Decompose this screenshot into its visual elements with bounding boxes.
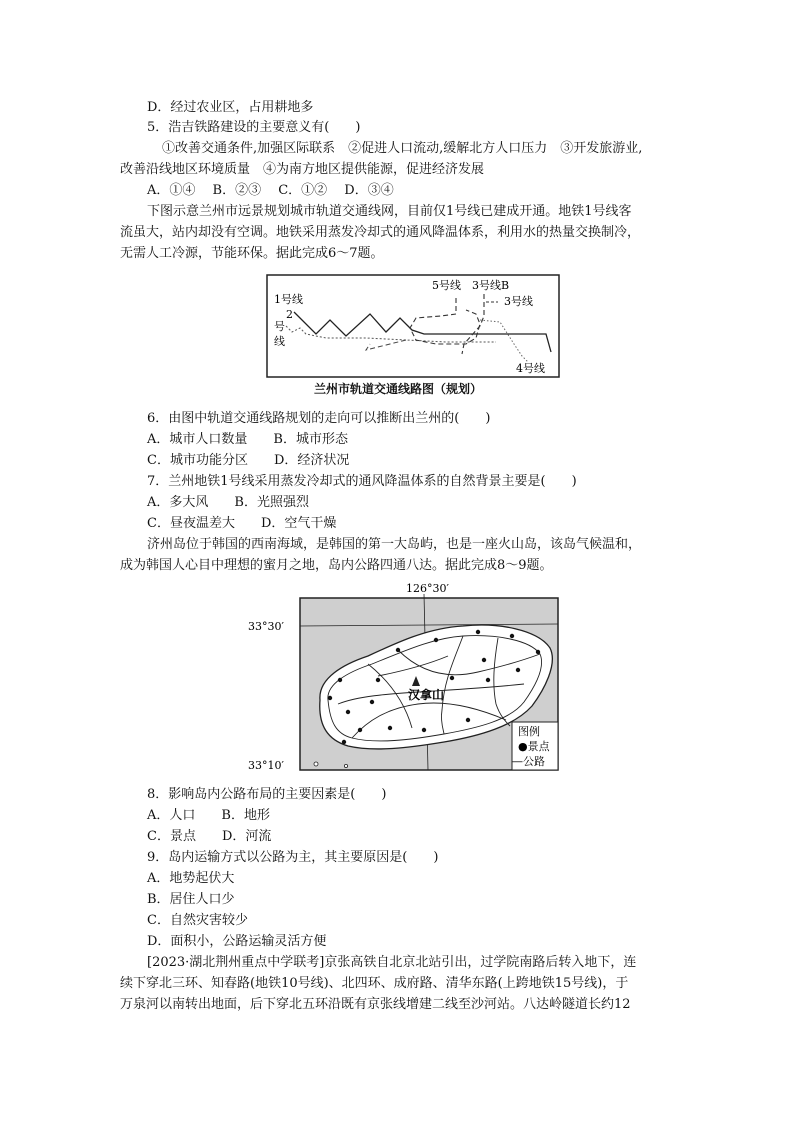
- label-line2-a: 2: [286, 308, 293, 321]
- small-islet: [314, 762, 318, 766]
- q8-stem: 8．影响岛内公路布局的主要因素是( ): [147, 787, 387, 802]
- q5-choices: A．①④ B．②③ C．①② D．③④: [147, 183, 394, 198]
- jeju-island-map: [248, 580, 562, 774]
- q8-options-ab: A．人口 B．地形: [147, 808, 270, 823]
- q6-options-cd: C．城市功能分区 D．经济状况: [147, 453, 350, 468]
- legend-spot: ●景点: [518, 740, 550, 753]
- label-line2-b: 号: [274, 320, 285, 333]
- longitude-label: 126°30′: [406, 582, 449, 595]
- scenic-spot: [338, 678, 342, 682]
- jeju-intro-line2: 成为韩国人心目中理想的蜜月之地，岛内公路四通八达。据此完成8～9题。: [120, 558, 553, 573]
- legend-road: —公路: [512, 755, 545, 768]
- label-line2-c: 线: [274, 335, 285, 348]
- label-line3: 3号线: [504, 295, 533, 308]
- scenic-spot: [346, 710, 350, 714]
- lanzhou-rail-map: [266, 274, 560, 378]
- scenic-spot: [388, 726, 392, 730]
- lanzhou-map-caption: 兰州市轨道交通线路图（规划）: [314, 382, 483, 396]
- q9-option-a: A．地势起伏大: [147, 871, 235, 886]
- legend-title: 图例: [518, 725, 540, 738]
- lanzhou-intro-line1: 下图示意兰州市远景规划城市轨道交通线网，目前仅1号线已建成开通。地铁1号线客: [147, 204, 632, 219]
- scenic-spot: [358, 728, 362, 732]
- q7-stem: 7．兰州地铁1号线采用蒸发冷却式的通风降温体系的自然背景主要是( ): [147, 474, 577, 489]
- q9-option-d: D．面积小，公路运输灵活方便: [147, 934, 327, 949]
- scenic-spot: [422, 728, 426, 732]
- jeju-intro-line1: 济州岛位于韩国的西南海域，是韩国的第一大岛屿，也是一座火山岛，该岛气候温和，: [147, 537, 642, 552]
- final-para-line2: 续下穿北三环、知春路(地铁10号线)、北四环、成府路、清华东路(上跨地铁15号线)，于: [120, 976, 629, 991]
- q9-option-b: B．居住人口少: [147, 892, 235, 907]
- q7-options-cd: C．昼夜温差大 D．空气干燥: [147, 516, 337, 531]
- scenic-spot: [476, 630, 480, 634]
- q6-options-ab: A．城市人口数量 B．城市形态: [147, 432, 348, 447]
- label-line3b: 3号线B: [472, 279, 510, 292]
- hallasan-label: 汉拿山: [408, 688, 445, 702]
- scenic-spot: [482, 658, 486, 662]
- scenic-spot: [510, 634, 514, 638]
- scenic-spot: [396, 648, 400, 652]
- lanzhou-intro-line2: 流虽大，站内却没有空调。地铁采用蒸发冷却式的通风降温体系，利用水的热量交换制冷，: [120, 225, 641, 240]
- label-line4: 4号线: [516, 362, 545, 375]
- final-para-line3: 万泉河以南转出地面，后下穿北五环沿既有京张线增建二线至沙河站。八达岭隧道长约12: [120, 997, 631, 1012]
- q8-options-cd: C．景点 D．河流: [147, 829, 272, 844]
- q7-options-ab: A．多大风 B．光照强烈: [147, 495, 309, 510]
- q9-option-c: C．自然灾害较少: [147, 913, 248, 928]
- scenic-spot: [486, 678, 490, 682]
- lanzhou-intro-line3: 无需人工冷源，节能环保。据此完成6～7题。: [120, 246, 384, 261]
- scenic-spot: [434, 638, 438, 642]
- q5-options-line1: ①改善交通条件,加强区际联系 ②促进人口流动,缓解北方人口压力 ③开发旅游业,: [162, 141, 643, 156]
- scenic-spot: [328, 696, 332, 700]
- scenic-spot: [370, 700, 374, 704]
- scenic-spot: [376, 678, 380, 682]
- small-islet: [344, 764, 347, 767]
- scenic-spot: [450, 676, 454, 680]
- latitude-bottom-label: 33°10′: [248, 759, 284, 772]
- label-line1: 1号线: [274, 293, 303, 306]
- q5-options-line2: 改善沿线地区环境质量 ④为南方地区提供能源，促进经济发展: [120, 162, 485, 177]
- q4-option-d: D．经过农业区，占用耕地多: [147, 100, 314, 115]
- q5-stem: 5．浩吉铁路建设的主要意义有( ): [147, 120, 361, 135]
- scenic-spot: [536, 650, 540, 654]
- latitude-top-label: 33°30′: [248, 620, 284, 633]
- scenic-spot: [466, 718, 470, 722]
- q9-stem: 9．岛内运输方式以公路为主，其主要原因是( ): [147, 850, 439, 865]
- scenic-spot: [342, 740, 346, 744]
- q6-stem: 6．由图中轨道交通线路规划的走向可以推断出兰州的( ): [147, 411, 491, 426]
- label-line5: 5号线: [432, 279, 461, 292]
- scenic-spot: [516, 668, 520, 672]
- final-para-line1: [2023·湖北荆州重点中学联考]京张高铁自北京北站引出，过学院南路后转入地下，连: [147, 955, 637, 970]
